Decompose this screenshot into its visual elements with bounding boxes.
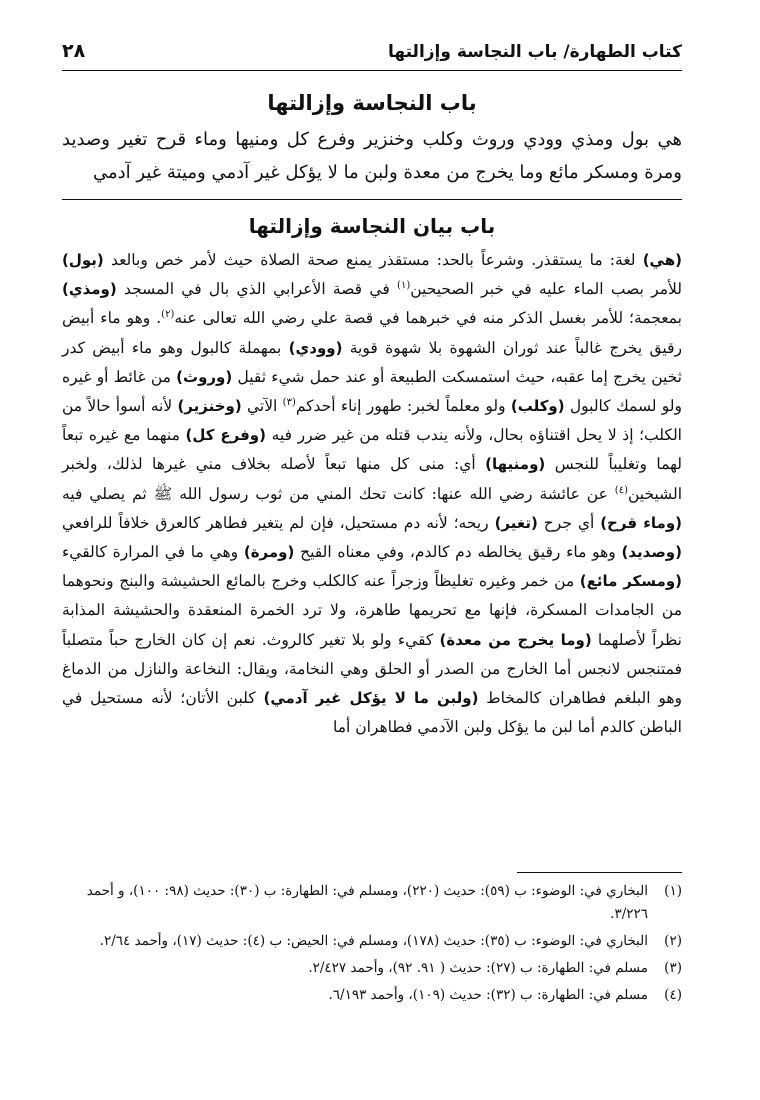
commentary: من خمر وغيره تغليظاً وزجراً عنه كالكلب وخرج بالمائع الحشيشة والبنج ونحوهما من الجامدات المسكرة، فإنها مع تحريمها طاهرة، ولا ترد الخمرة المنعقدة والحشيشة المذابة نظراً لأصلهما	[62, 572, 682, 649]
matn-term: (وروث)	[176, 367, 233, 386]
commentary: للأمر بصب الماء عليه في خبر الصحيحين	[410, 280, 682, 299]
footnote-text: البخاري في: الوضوء: ب (٣٥): حديث (١٧٨)، ومسلم في: الحيض: ب (٤): حديث (١٧)، وأحمد ٢/٦٤.	[99, 933, 648, 949]
footnotes	[62, 880, 682, 1011]
page-number: ٢٨	[62, 40, 86, 62]
matn-term: (ومرة)	[243, 543, 295, 562]
footnote	[62, 984, 682, 1007]
commentary: في قصة الأعرابي الذي بال في المسجد	[116, 280, 398, 299]
commentary: وهو ماء رقيق يخالطه دم كالدم، وفي معناه القيح	[294, 543, 622, 562]
section-divider	[62, 199, 682, 200]
matn-term: (ومنيها)	[485, 455, 546, 474]
matn-term: (ولبن ما لا يؤكل غير آدمي)	[263, 689, 479, 708]
matn-term: (وفرع كل)	[185, 426, 266, 445]
matn-term: (وكلب)	[510, 397, 565, 416]
commentary: كلبن الأتان؛ لأنه مستحيل في الباطن كالدم أما لبن ما يؤكل ولبن الآدمي فطاهران أما	[62, 689, 682, 737]
matn-term: (هي)	[642, 251, 682, 269]
matn-term: (وماء قرح)	[600, 513, 683, 532]
matn-term: (ومذي)	[62, 280, 117, 299]
footnote-ref: (٢)	[161, 309, 175, 321]
commentary: الآتي	[241, 397, 283, 416]
footnote-number: (٣)	[664, 960, 682, 976]
sharh-heading: باب بيان النجاسة وإزالتها	[248, 214, 496, 238]
footnote	[62, 957, 682, 980]
footnote-ref: (١)	[397, 280, 411, 292]
footnote-rule	[517, 872, 682, 873]
commentary: ولو معلماً لخبر: طهور إناء أحدكم	[295, 397, 511, 416]
matn-term: (ومسكر مائع)	[579, 572, 682, 591]
footnote-ref: (٣)	[282, 396, 296, 408]
commentary: أي: منى كل منها تبعاً لأصله بخلاف مني غيرها لذلك، ولخبر الشيخين	[62, 455, 682, 503]
matn-term: (وما يخرج من معدة)	[439, 630, 592, 649]
footnote-text: البخاري في: الوضوء: ب (٥٩): حديث (٢٢٠)، ومسلم في: الطهارة: ب (٣٠): حديث (٩٨: ١٠٠)، و أحمد ٣/٢٢٦.	[86, 883, 648, 922]
running-header	[62, 40, 682, 71]
matn-term: (تغير)	[494, 513, 538, 532]
commentary: عن عائشة رضي الله عنها: كانت تحك المني من ثوب رسول الله ﷺ ثم يصلي فيه	[62, 484, 615, 503]
footnote-ref: (٤)	[614, 484, 628, 496]
commentary: منهما مع غيره تبعاً لهما وتغليباً للنجس	[62, 426, 682, 474]
commentary: ريحه؛ لأنه دم مستحيل، فإن لم يتغير فطاهر كالعرق خلافاً للرافعي	[62, 513, 495, 532]
matn-term: (وصديد)	[621, 543, 682, 562]
commentary: بمعجمة؛ للأمر بغسل الذكر منه في خبرهما في قصة علي رضي الله تعالى عنه	[174, 309, 682, 328]
commentary: كقيء ولو بلا تغير كالروث. نعم إن كان الخارج حباً متصلباً فمتنجس لانجس أما الخارج من الصدر أو الحلق وهي النخامة، ويقال: النخاعة والنازل من الدماغ وهو البلغم فطاهران كالمخاط	[62, 630, 683, 708]
running-title: كتاب الطهارة/ باب النجاسة وإزالتها	[388, 42, 682, 62]
sharh-text	[62, 246, 682, 742]
matn-term: (بول)	[62, 251, 104, 269]
commentary: بمهملة كالبول وهو ماء أبيض كدر ثخين يخرج إما عقبه، حيث استمسكت الطبيعة أو عند حمل شيء ثقيل	[62, 338, 682, 386]
footnote	[62, 930, 682, 953]
commentary: أي جرح	[537, 513, 601, 532]
matn-heading: باب النجاسة وإزالتها	[267, 91, 477, 115]
matn-term: (وخنزير)	[177, 397, 242, 416]
footnote-text: مسلم في: الطهارة: ب (٢٧): حديث ( ٩١. ٩٢)، وأحمد ٢/٤٢٧.	[308, 960, 648, 976]
commentary: من غائط أو غيره ولو لسمك كالبول	[62, 367, 683, 416]
footnote-number: (٢)	[664, 933, 682, 949]
matn-term: (وودي)	[288, 338, 343, 357]
footnote-text: مسلم في: الطهارة: ب (٣٢): حديث (١٠٩)، وأحمد ٦/١٩٣.	[328, 987, 648, 1003]
commentary: . وهو ماء أبيض رقيق يخرج غالباً عند ثوران الشهوة بلا شهوة قوية	[62, 309, 682, 357]
footnote-number: (٤)	[664, 987, 682, 1003]
matn-text: هي بول ومذي وودي وروث وكلب وخنزير وفرع كل ومنيها وماء قرح تغير وصديد ومرة ومسكر مائع وما يخرج من معدة ولبن ما لا يؤكل غير آدمي وميتة غير آدمي	[62, 129, 682, 183]
footnote	[62, 880, 682, 926]
footnote-number: (١)	[664, 883, 682, 899]
commentary: لأنه أسوأ حالاً من الكلب؛ إذ لا يحل اقتناؤه بحال، ولأنه يندب قتله من غير ضرر فيه	[62, 397, 682, 445]
commentary: وهي ما في المرارة كالقيء	[62, 543, 244, 562]
commentary: لغة: ما يستقذر. وشرعاً بالحد: مستقذر يمنع صحة الصلاة حيث لأمر خص وبالعد	[103, 251, 643, 269]
book-page	[62, 40, 682, 1080]
